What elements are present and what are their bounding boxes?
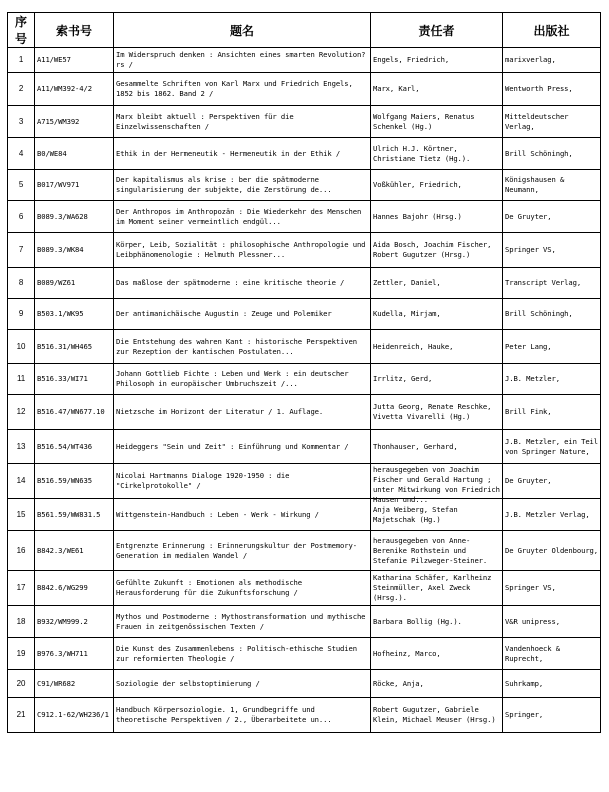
call-number-cell [35,698,114,733]
index-cell [8,330,35,364]
publisher-cell-text: Brill Schöningh, [505,148,573,158]
author-cell [371,268,503,299]
title-cell [114,48,371,73]
publisher-cell [503,201,601,233]
index-cell [8,299,35,330]
table-row [8,464,601,499]
author-cell-text: Barbara Bollig (Hg.). [373,616,462,626]
publisher-cell [503,638,601,670]
header-publisher: 出版社 [503,13,601,48]
header-author: 责任者 [371,13,503,48]
title-cell [114,268,371,299]
table-row [8,395,601,430]
call-number-cell [35,48,114,73]
author-cell [371,201,503,233]
publisher-cell [503,170,601,201]
title-cell-text: Im Widerspruch denken : Ansichten eines smarten Revolution?rs / [116,50,366,69]
publisher-cell-text: V&R unipress, [505,616,560,626]
index-cell-text: 19 [16,648,26,658]
publisher-cell-text: Springer VS, [505,583,556,592]
index-cell [8,395,35,430]
title-cell-text: Körper, Leib, Sozialität : philosophische Anthropologie und Leibphänomenologie : Helmuth Plessner... [116,240,366,259]
publisher-cell [503,233,601,268]
title-cell-text: Soziologie der selbstoptimierung / [116,678,260,688]
call-number-cell [35,464,114,499]
publisher-cell [503,698,601,733]
index-cell [8,201,35,233]
title-cell [114,670,371,698]
publisher-cell-text: marixverlag, [505,55,556,64]
publisher-cell-text: Springer VS, [505,245,556,254]
author-cell-text: Hannes Bajohr (Hrsg.) [373,211,462,221]
call-number-cell [35,138,114,170]
publisher-cell [503,499,601,531]
title-cell-text: Entgrenzte Erinnerung : Erinnerungskultur der Postmemory-Generation im medialen Wandel / [116,540,357,560]
call-number-cell [35,233,114,268]
call-number-cell-text: A11/WE57 [37,55,71,64]
call-number-cell-text: B516.47/WN677.10 [37,407,105,416]
call-number-cell-text: B976.3/WH711 [37,648,88,658]
table-row [8,48,601,73]
index-cell-text: 1 [18,55,24,64]
call-number-cell [35,670,114,698]
publisher-cell [503,48,601,73]
index-cell-text: 8 [18,278,24,287]
publisher-cell [503,606,601,638]
call-number-cell [35,364,114,395]
title-cell [114,330,371,364]
title-cell-text: Nicolai Hartmanns Dialoge 1920-1950 : die "Cirkelprotokolle" / [116,471,290,490]
author-cell-text: Aida Bosch, Joachim Fischer, Robert Gugutzer (Hrsg.) [373,240,492,259]
publisher-cell-text: Vandenhoeck & Ruprecht, [505,643,560,663]
call-number-cell-text: A715/WM392 [37,116,80,126]
header-title: 题名 [114,13,371,48]
author-cell [371,395,503,430]
index-cell-text: 9 [18,309,24,318]
author-cell-text: Irrlitz, Gerd, [373,374,433,383]
title-cell [114,73,371,106]
title-cell [114,395,371,430]
title-cell [114,606,371,638]
publisher-cell-text: Brill Schöningh, [505,309,573,318]
call-number-cell-text: B089.3/WA628 [37,211,88,221]
author-cell [371,571,503,606]
publisher-cell-text: Königshausen & Neumann, [505,175,565,194]
author-cell-text: Engels, Friedrich, [373,55,450,64]
publisher-cell [503,299,601,330]
table-row [8,299,601,330]
index-cell-text: 15 [16,509,26,519]
index-cell [8,170,35,201]
title-cell [114,138,371,170]
title-cell [114,638,371,670]
call-number-cell-text: B089.3/WK84 [37,245,84,254]
publisher-cell [503,364,601,395]
title-cell-text: Johann Gottlieb Fichte : Leben und Werk : ein deutscher Philosoph in europäischer Umbruchszeit /... [116,369,349,388]
publisher-cell-text: De Gruyter Oldenbourg, [505,545,598,555]
index-cell-text: 3 [18,116,24,126]
index-cell [8,73,35,106]
author-cell-text: Jutta Georg, Renate Reschke, Vivetta Vivarelli (Hg.) [373,402,492,421]
author-cell-text: Hofheinz, Marco, [373,648,441,658]
title-cell [114,464,371,499]
author-cell-text: Thonhauser, Gerhard, [373,441,458,451]
index-cell [8,268,35,299]
call-number-cell-text: B516.59/WN635 [37,476,92,485]
call-number-cell-text: B932/WM999.2 [37,616,88,626]
title-cell-text: Marx bleibt aktuell : Perspektiven für die Einzelwissenschaften / [116,111,294,131]
author-cell-text: herausgegeben von Anne-Berenike Rothstein und Stefanie Pilzweger-Steiner. [373,535,488,565]
publisher-cell-text: Transcript Verlag, [505,278,582,287]
index-cell [8,638,35,670]
index-cell [8,364,35,395]
index-cell-text: 16 [16,545,26,555]
title-cell [114,430,371,464]
table-row [8,233,601,268]
call-number-cell [35,430,114,464]
title-cell-text: Mythos und Postmoderne : Mythostransformation und mythische Frauen in zeitgenössischen Texten / [116,611,366,631]
table-row [8,606,601,638]
author-cell [371,670,503,698]
publisher-cell-text: J.B. Metzler, [505,374,560,383]
author-cell [371,430,503,464]
title-cell-text: Wittgenstein-Handbuch : Leben - Werk - Wirkung / [116,509,319,519]
call-number-cell [35,606,114,638]
call-number-cell [35,201,114,233]
author-cell [371,73,503,106]
index-cell-text: 17 [16,583,26,592]
call-number-cell [35,638,114,670]
publisher-cell-text: Wentworth Press, [505,84,573,93]
title-cell-text: Der Anthropos im Anthropozän : Die Wiederkehr des Menschen im Moment seiner vermeintlich endgül... [116,206,362,226]
author-cell-text: Zettler, Daniel, [373,278,441,287]
call-number-cell [35,395,114,430]
publisher-cell-text: J.B. Metzler, ein Teil von Springer Nature, [505,436,598,456]
index-cell [8,138,35,170]
call-number-cell [35,268,114,299]
publisher-cell [503,106,601,138]
index-cell [8,531,35,571]
index-cell-text: 12 [16,407,26,416]
index-cell-text: 7 [18,245,24,254]
publisher-cell [503,531,601,571]
title-cell-text: Handbuch Körpersoziologie. 1, Grundbegriffe und theoretische Perspektiven / 2., Überarbeitete un... [116,705,332,724]
call-number-cell-text: B516.31/WH465 [37,341,92,351]
table-row [8,670,601,698]
index-cell [8,464,35,499]
author-cell-text: Robert Gugutzer, Gabriele Klein, Michael Meuser (Hrsg.) [373,705,496,724]
title-cell-text: Heideggers "Sein und Zeit" : Einführung und Kommentar / [116,441,349,451]
author-cell [371,233,503,268]
call-number-cell [35,170,114,201]
call-number-cell-text: B561.59/WW831.5 [37,509,101,519]
call-number-cell-text: B089/WZ61 [37,278,76,287]
table-row [8,571,601,606]
publisher-cell-text: Peter Lang, [505,341,552,351]
author-cell [371,464,503,504]
title-cell-text: Der kapitalismus als krise : ber die spätmoderne singularisierung der subjekte, die Zerstörung de... [116,175,332,194]
author-cell-text: Röcke, Anja, [373,678,424,688]
author-cell [371,698,503,733]
table-row [8,170,601,201]
call-number-cell [35,531,114,571]
call-number-cell-text: B516.33/WI71 [37,374,88,383]
index-cell-text: 4 [18,148,24,158]
title-cell-text: Gesammelte Schriften von Karl Marx und Friedrich Engels, 1852 bis 1862. Band 2 / [116,79,353,98]
author-cell-text: Marx, Karl, [373,84,420,93]
author-cell-text: Ulrich H.J. Körtner, Christiane Tietz (Hg.). [373,143,471,163]
title-cell [114,499,371,531]
table-row [8,268,601,299]
call-number-cell [35,299,114,330]
publisher-cell [503,464,601,499]
title-cell [114,170,371,201]
call-number-cell-text: C91/WR682 [37,678,76,688]
table-row [8,499,601,531]
call-number-cell-text: B0/WE84 [37,148,67,158]
index-cell [8,698,35,733]
publisher-cell [503,395,601,430]
index-cell-text: 5 [18,180,24,189]
call-number-cell-text: A11/WM392-4/2 [37,84,92,93]
title-cell-text: Die Kunst des Zusammenlebens : Politisch-ethische Studien zur reformierten Theologie / [116,643,357,663]
publisher-cell [503,670,601,698]
index-cell-text: 2 [18,84,24,93]
call-number-cell-text: B516.54/WT436 [37,441,92,451]
publisher-cell-text: Brill Fink, [505,407,552,416]
header-call-number: 索书号 [35,13,114,48]
table-row [8,698,601,733]
title-cell-text: Nietzsche im Horizont der Literatur / 1. Auflage. [116,407,324,416]
index-cell [8,48,35,73]
index-cell [8,233,35,268]
publisher-cell-text: Suhrkamp, [505,678,544,688]
author-cell-text: Voßkühler, Friedrich, [373,180,462,189]
author-cell [371,638,503,670]
table-row [8,201,601,233]
author-cell-text: Kudella, Mirjam, [373,309,441,318]
title-cell [114,106,371,138]
title-cell [114,698,371,733]
book-table [7,12,601,733]
call-number-cell-text: B017/WV971 [37,180,80,189]
title-cell-text: Das maßlose der spätmoderne : eine kritische theorie / [116,278,345,287]
header-index: 序号 [8,13,35,48]
call-number-cell-text: C912.1-62/WH236/1 [37,710,109,719]
title-cell [114,531,371,571]
author-cell [371,138,503,170]
call-number-cell [35,330,114,364]
author-cell-text: herausgegeben von Joachim Fischer und Gerald Hartung ; unter Mitwirkung von Friedrich Hausen und... [373,465,500,504]
title-cell-text: Gefühlte Zukunft : Emotionen als methodische Herausforderung für die Zukunftsforschung / [116,578,302,597]
title-cell [114,571,371,606]
index-cell [8,606,35,638]
book-list-document [7,12,600,733]
author-cell-text: Heidenreich, Hauke, [373,341,454,351]
publisher-cell-text: De Gruyter, [505,211,552,221]
title-cell-text: Ethik in der Hermeneutik - Hermeneutik in der Ethik / [116,148,341,158]
index-cell [8,571,35,606]
author-cell-text: Anja Weiberg, Stefan Majetschak (Hg.) [373,504,458,524]
author-cell [371,106,503,138]
title-cell [114,201,371,233]
author-cell [371,330,503,364]
call-number-cell [35,499,114,531]
index-cell-text: 6 [18,211,24,221]
index-cell-text: 20 [16,678,26,688]
index-cell-text: 11 [16,374,26,383]
call-number-cell [35,73,114,106]
author-cell-text: Wolfgang Maiers, Renatus Schenkel (Hg.) [373,111,475,131]
author-cell [371,531,503,571]
author-cell [371,170,503,201]
table-body [8,48,601,733]
publisher-cell-text: De Gruyter, [505,476,552,485]
call-number-cell-text: B503.1/WK95 [37,309,84,318]
title-cell-text: Die Entstehung des wahren Kant : historische Perspektiven zur Rezeption der kantischen Postulaten... [116,336,357,356]
title-cell [114,233,371,268]
index-cell-text: 14 [16,476,26,485]
table-row [8,531,601,571]
publisher-cell-text: Mitteldeutscher Verlag, [505,111,569,131]
author-cell [371,606,503,638]
publisher-cell-text: J.B. Metzler Verlag, [505,509,590,519]
author-cell-text: Katharina Schäfer, Karlheinz Steinmüller, Axel Zweck (Hrsg.). [373,573,492,602]
table-row [8,430,601,464]
index-cell-text: 13 [16,441,26,451]
publisher-cell [503,73,601,106]
index-cell-text: 18 [16,616,26,626]
title-cell [114,299,371,330]
call-number-cell-text: B842.6/WG299 [37,583,88,592]
call-number-cell [35,571,114,606]
author-cell [371,299,503,330]
publisher-cell [503,138,601,170]
index-cell [8,106,35,138]
call-number-cell [35,106,114,138]
publisher-cell [503,571,601,606]
publisher-cell [503,330,601,364]
table-row [8,330,601,364]
table-row [8,364,601,395]
table-row [8,638,601,670]
call-number-cell-text: B842.3/WE61 [37,545,84,555]
index-cell-text: 21 [16,710,26,719]
index-cell [8,430,35,464]
title-cell-text: Der antimanichäische Augustin : Zeuge und Polemiker [116,309,332,318]
header-row [8,13,601,48]
table-row [8,73,601,106]
table-row [8,106,601,138]
publisher-cell [503,430,601,464]
table-row [8,138,601,170]
author-cell [371,364,503,395]
publisher-cell-text: Springer, [505,710,544,719]
author-cell [371,48,503,73]
title-cell [114,364,371,395]
publisher-cell [503,268,601,299]
index-cell [8,670,35,698]
index-cell [8,499,35,531]
index-cell-text: 10 [16,341,26,351]
